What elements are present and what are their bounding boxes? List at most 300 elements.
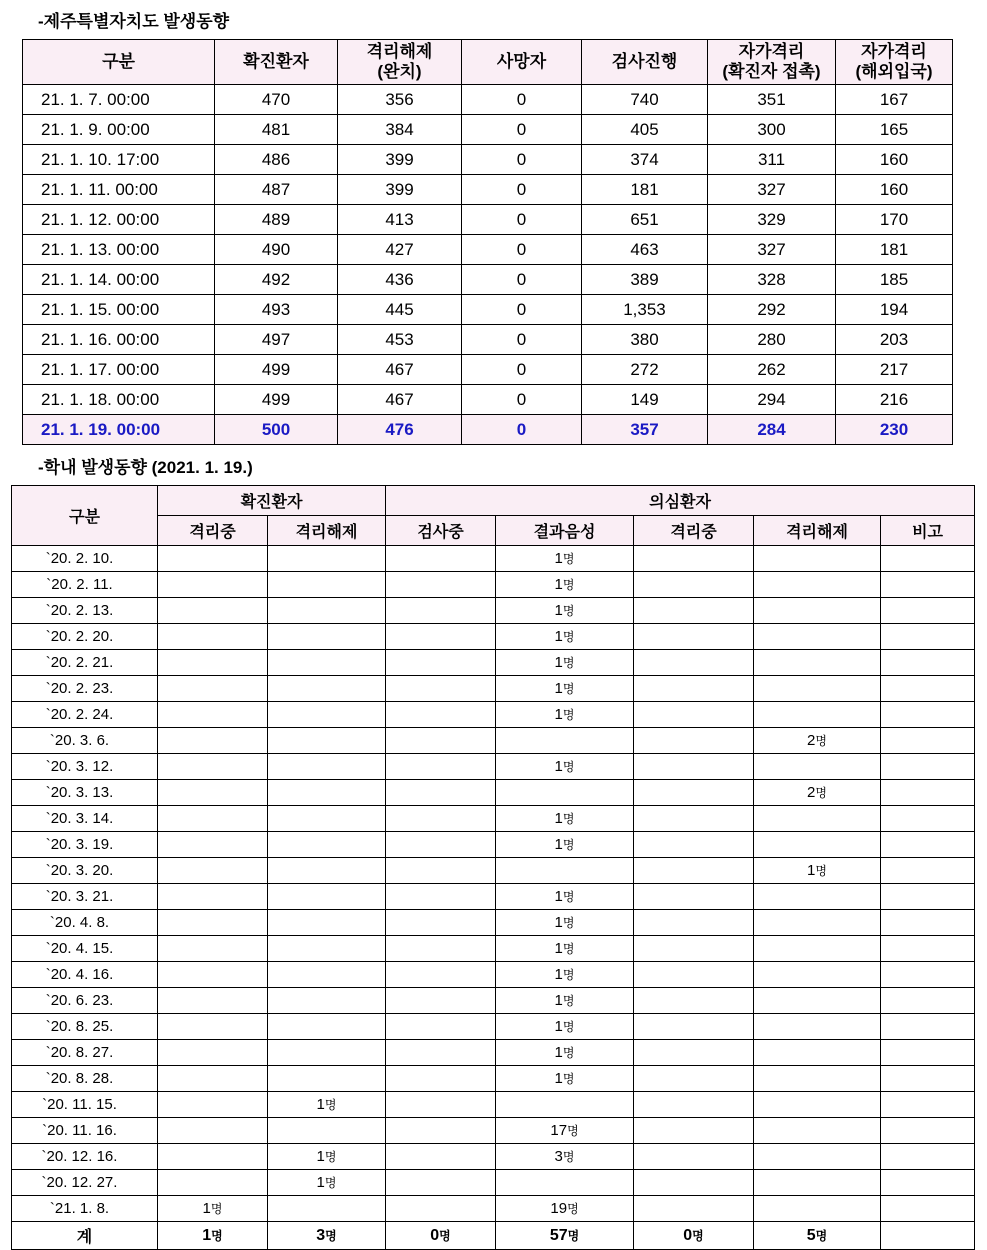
- jeju-cell-released: 399: [338, 145, 462, 175]
- school-cell-confirmed-quarantining: [158, 858, 268, 884]
- school-cell-suspect-testing: [386, 936, 496, 962]
- jeju-col-header-gubun: [23, 40, 215, 85]
- jeju-cell-released: 399: [338, 175, 462, 205]
- school-cell-suspect-released: [754, 598, 881, 624]
- school-cell-confirmed-quarantining: [158, 1144, 268, 1170]
- jeju-col-label-deaths: 사망자: [496, 52, 547, 71]
- table-row: [23, 175, 953, 205]
- school-cell-suspect-testing: [386, 1066, 496, 1092]
- school-cell-confirmed-released: [268, 1196, 386, 1222]
- school-cell-suspect-released: [754, 962, 881, 988]
- school-cell-suspect-quarantining: [634, 1196, 754, 1222]
- table-row: [12, 988, 975, 1014]
- jeju-cell-deaths: 0: [462, 325, 582, 355]
- jeju-table-body: [23, 85, 953, 445]
- school-cell-date: `20. 3. 6.: [12, 728, 158, 754]
- school-cell-date: `20. 11. 16.: [12, 1118, 158, 1144]
- school-cell-remarks: [881, 936, 975, 962]
- school-cell-suspect-testing: [386, 546, 496, 572]
- school-total-suspect-testing: 0명: [386, 1222, 496, 1250]
- table-row: [23, 295, 953, 325]
- jeju-cell-released: 427: [338, 235, 462, 265]
- school-cell-confirmed-quarantining: [158, 1092, 268, 1118]
- school-cell-suspect-released: [754, 624, 881, 650]
- school-cell-confirmed-quarantining: [158, 780, 268, 806]
- school-cell-suspect-released: [754, 1170, 881, 1196]
- table-row: [12, 806, 975, 832]
- jeju-cell-confirmed: 470: [215, 85, 338, 115]
- school-cell-suspect-testing: [386, 1014, 496, 1040]
- school-cell-date: `21. 1. 8.: [12, 1196, 158, 1222]
- jeju-cell-testing: 651: [582, 205, 708, 235]
- school-cell-suspect-testing: [386, 962, 496, 988]
- school-cell-confirmed-released: 1명: [268, 1144, 386, 1170]
- school-cell-confirmed-quarantining: [158, 1170, 268, 1196]
- jeju-cell-deaths: 0: [462, 205, 582, 235]
- jeju-cell-date: 21. 1. 18. 00:00: [23, 385, 215, 415]
- jeju-col-header-quarantine-contact: [708, 40, 836, 85]
- school-cell-suspect-released: [754, 910, 881, 936]
- school-cell-confirmed-quarantining: [158, 624, 268, 650]
- school-cell-suspect-testing: [386, 1040, 496, 1066]
- school-cell-suspect-released: [754, 806, 881, 832]
- school-cell-remarks: [881, 572, 975, 598]
- school-cell-suspect-testing: [386, 910, 496, 936]
- jeju-section-caption: [0, 0, 987, 39]
- jeju-cell-date: 21. 1. 7. 00:00: [23, 85, 215, 115]
- table-row: [23, 415, 953, 445]
- school-cell-confirmed-quarantining: [158, 572, 268, 598]
- jeju-cell-confirmed: 487: [215, 175, 338, 205]
- jeju-cell-testing: 1,353: [582, 295, 708, 325]
- table-row: [12, 546, 975, 572]
- jeju-cell-quarantine-contact: 294: [708, 385, 836, 415]
- school-cell-suspect-released: [754, 936, 881, 962]
- school-cell-suspect-quarantining: [634, 1170, 754, 1196]
- school-col-header-suspect-testing: [386, 516, 496, 546]
- table-row: [12, 1144, 975, 1170]
- jeju-cell-quarantine-overseas: 216: [836, 385, 953, 415]
- jeju-cell-quarantine-overseas: 185: [836, 265, 953, 295]
- school-cell-suspect-testing: [386, 754, 496, 780]
- school-cell-date: `20. 2. 23.: [12, 676, 158, 702]
- jeju-cell-confirmed: 481: [215, 115, 338, 145]
- jeju-cell-confirmed: 492: [215, 265, 338, 295]
- jeju-cell-deaths: 0: [462, 265, 582, 295]
- school-cell-suspect-negative: [496, 780, 634, 806]
- school-cell-confirmed-released: [268, 806, 386, 832]
- jeju-cell-quarantine-overseas: 194: [836, 295, 953, 325]
- school-total-label: 계: [12, 1222, 158, 1250]
- school-cell-remarks: [881, 598, 975, 624]
- school-col-label-remarks: 비고: [912, 524, 943, 541]
- school-table-body: [12, 546, 975, 1250]
- jeju-cell-quarantine-contact: 327: [708, 175, 836, 205]
- jeju-cell-quarantine-contact: 351: [708, 85, 836, 115]
- jeju-cell-quarantine-contact: 311: [708, 145, 836, 175]
- school-cell-confirmed-released: 1명: [268, 1092, 386, 1118]
- school-cell-date: `20. 2. 21.: [12, 650, 158, 676]
- school-cell-suspect-quarantining: [634, 910, 754, 936]
- school-col-label-confirmed-released: 격리해제: [295, 524, 358, 541]
- jeju-caption-text: 제주특별자치도 발생동향: [43, 12, 230, 31]
- jeju-cell-testing: 374: [582, 145, 708, 175]
- table-row: [23, 355, 953, 385]
- school-cell-remarks: [881, 1040, 975, 1066]
- jeju-cell-deaths: 0: [462, 415, 582, 445]
- school-cell-suspect-negative: 1명: [496, 572, 634, 598]
- school-cell-date: `20. 8. 27.: [12, 1040, 158, 1066]
- table-row: [23, 115, 953, 145]
- school-cell-suspect-negative: 1명: [496, 936, 634, 962]
- table-row: [12, 1118, 975, 1144]
- jeju-cell-quarantine-contact: 280: [708, 325, 836, 355]
- jeju-cell-date: 21. 1. 17. 00:00: [23, 355, 215, 385]
- school-cell-confirmed-quarantining: [158, 754, 268, 780]
- jeju-cell-confirmed: 489: [215, 205, 338, 235]
- school-cell-suspect-testing: [386, 832, 496, 858]
- school-cell-suspect-released: [754, 650, 881, 676]
- school-cell-remarks: [881, 1066, 975, 1092]
- jeju-cell-deaths: 0: [462, 295, 582, 325]
- school-cell-remarks: [881, 884, 975, 910]
- school-cell-suspect-testing: [386, 1170, 496, 1196]
- school-cell-suspect-released: [754, 702, 881, 728]
- school-cell-suspect-quarantining: [634, 728, 754, 754]
- caption-dash: -: [38, 12, 44, 31]
- school-cell-suspect-negative: 1명: [496, 702, 634, 728]
- jeju-cell-date: 21. 1. 12. 00:00: [23, 205, 215, 235]
- school-col-label-suspect-negative: 결과음성: [533, 524, 596, 541]
- school-cell-suspect-testing: [386, 806, 496, 832]
- jeju-cell-date: 21. 1. 9. 00:00: [23, 115, 215, 145]
- jeju-cell-date: 21. 1. 14. 00:00: [23, 265, 215, 295]
- school-cell-date: `20. 3. 19.: [12, 832, 158, 858]
- school-total-suspect-quarantining: 0명: [634, 1222, 754, 1250]
- jeju-col-label-released-l1: 격리해제: [366, 42, 433, 61]
- school-col-header-suspect-quarantining: [634, 516, 754, 546]
- jeju-cell-deaths: 0: [462, 115, 582, 145]
- jeju-cell-quarantine-overseas: 160: [836, 145, 953, 175]
- school-cell-suspect-testing: [386, 1092, 496, 1118]
- school-cell-suspect-negative: 1명: [496, 546, 634, 572]
- school-cell-suspect-testing: [386, 728, 496, 754]
- school-cell-remarks: [881, 1014, 975, 1040]
- school-cell-suspect-quarantining: [634, 962, 754, 988]
- jeju-cell-released: 476: [338, 415, 462, 445]
- school-cell-confirmed-released: [268, 598, 386, 624]
- jeju-col-label-quar-overseas-l2: (해외입국): [855, 62, 933, 81]
- school-cell-suspect-released: [754, 1196, 881, 1222]
- school-cell-confirmed-released: [268, 780, 386, 806]
- school-cell-suspect-negative: 1명: [496, 962, 634, 988]
- school-cell-suspect-released: [754, 1066, 881, 1092]
- school-cell-suspect-quarantining: [634, 1040, 754, 1066]
- jeju-cell-confirmed: 499: [215, 385, 338, 415]
- school-group-label-confirmed: 확진환자: [240, 494, 303, 511]
- school-cell-suspect-released: [754, 884, 881, 910]
- school-cell-suspect-testing: [386, 988, 496, 1014]
- school-cell-suspect-negative: 1명: [496, 884, 634, 910]
- jeju-cell-quarantine-contact: 300: [708, 115, 836, 145]
- school-cell-remarks: [881, 1118, 975, 1144]
- table-row: [12, 832, 975, 858]
- school-cell-suspect-released: [754, 572, 881, 598]
- school-cell-date: `20. 2. 11.: [12, 572, 158, 598]
- school-cell-confirmed-quarantining: [158, 598, 268, 624]
- table-row: [23, 265, 953, 295]
- school-section-caption: [0, 445, 987, 485]
- table-row: [23, 205, 953, 235]
- school-cell-suspect-testing: [386, 780, 496, 806]
- jeju-cell-quarantine-overseas: 170: [836, 205, 953, 235]
- school-cell-suspect-quarantining: [634, 1066, 754, 1092]
- school-cell-suspect-quarantining: [634, 1118, 754, 1144]
- school-cell-confirmed-quarantining: [158, 884, 268, 910]
- school-cell-suspect-testing: [386, 572, 496, 598]
- jeju-col-label-released-l2: (완치): [377, 62, 422, 81]
- school-total-remarks: [881, 1222, 975, 1250]
- jeju-cell-quarantine-overseas: 181: [836, 235, 953, 265]
- jeju-cell-testing: 389: [582, 265, 708, 295]
- jeju-col-label-confirmed: 확진환자: [243, 52, 309, 71]
- jeju-cell-released: 453: [338, 325, 462, 355]
- table-row: [12, 728, 975, 754]
- school-cell-suspect-quarantining: [634, 988, 754, 1014]
- school-cell-suspect-quarantining: [634, 858, 754, 884]
- school-cell-date: `20. 8. 28.: [12, 1066, 158, 1092]
- jeju-cell-confirmed: 499: [215, 355, 338, 385]
- jeju-col-header-testing: [582, 40, 708, 85]
- school-cell-remarks: [881, 676, 975, 702]
- jeju-col-header-deaths: [462, 40, 582, 85]
- school-cell-suspect-testing: [386, 858, 496, 884]
- school-cell-confirmed-released: 1명: [268, 1170, 386, 1196]
- jeju-cell-quarantine-contact: 292: [708, 295, 836, 325]
- school-cell-remarks: [881, 910, 975, 936]
- jeju-col-label-gubun: 구분: [102, 52, 135, 71]
- school-cell-remarks: [881, 858, 975, 884]
- school-cell-date: `20. 2. 20.: [12, 624, 158, 650]
- school-cell-confirmed-released: [268, 962, 386, 988]
- school-cell-confirmed-released: [268, 1118, 386, 1144]
- school-cell-suspect-released: [754, 546, 881, 572]
- school-cell-suspect-quarantining: [634, 598, 754, 624]
- jeju-cell-testing: 272: [582, 355, 708, 385]
- school-header-row-top: [12, 486, 975, 516]
- school-col-header-remarks: [881, 516, 975, 546]
- jeju-col-label-quar-overseas-l1: 자가격리: [861, 42, 927, 61]
- school-cell-suspect-testing: [386, 598, 496, 624]
- school-total-suspect-released: 5명: [754, 1222, 881, 1250]
- jeju-col-header-confirmed: [215, 40, 338, 85]
- school-cell-confirmed-quarantining: [158, 728, 268, 754]
- school-cell-suspect-negative: 1명: [496, 1014, 634, 1040]
- school-col-label-suspect-quarantining: 격리중: [670, 524, 717, 541]
- school-cell-confirmed-released: [268, 884, 386, 910]
- school-cell-confirmed-released: [268, 624, 386, 650]
- school-cell-date: `20. 3. 21.: [12, 884, 158, 910]
- school-cell-confirmed-quarantining: [158, 962, 268, 988]
- school-cell-suspect-quarantining: [634, 572, 754, 598]
- school-cell-suspect-released: 2명: [754, 728, 881, 754]
- school-cell-date: `20. 2. 10.: [12, 546, 158, 572]
- table-row: [12, 1196, 975, 1222]
- school-cell-suspect-released: [754, 832, 881, 858]
- jeju-cell-released: 436: [338, 265, 462, 295]
- school-cell-suspect-quarantining: [634, 1092, 754, 1118]
- jeju-col-header-quarantine-overseas: [836, 40, 953, 85]
- school-cell-suspect-testing: [386, 884, 496, 910]
- table-row: [12, 650, 975, 676]
- school-cell-suspect-testing: [386, 624, 496, 650]
- school-cell-suspect-negative: 1명: [496, 676, 634, 702]
- school-cell-suspect-quarantining: [634, 754, 754, 780]
- table-row: [12, 1066, 975, 1092]
- school-cell-suspect-released: [754, 1118, 881, 1144]
- school-cell-suspect-quarantining: [634, 832, 754, 858]
- jeju-cell-released: 467: [338, 355, 462, 385]
- jeju-cell-testing: 740: [582, 85, 708, 115]
- school-cell-confirmed-released: [268, 650, 386, 676]
- school-cell-suspect-negative: 3명: [496, 1144, 634, 1170]
- jeju-cell-testing: 149: [582, 385, 708, 415]
- jeju-cell-testing: 380: [582, 325, 708, 355]
- jeju-cell-quarantine-overseas: 217: [836, 355, 953, 385]
- table-row: [12, 1092, 975, 1118]
- table-row: [23, 85, 953, 115]
- school-cell-remarks: [881, 988, 975, 1014]
- school-col-header-gubun: [12, 486, 158, 546]
- jeju-cell-date: 21. 1. 10. 17:00: [23, 145, 215, 175]
- school-cell-remarks: [881, 1196, 975, 1222]
- school-cell-confirmed-released: [268, 910, 386, 936]
- table-row: [12, 1170, 975, 1196]
- jeju-cell-quarantine-contact: 329: [708, 205, 836, 235]
- school-cell-date: `20. 4. 8.: [12, 910, 158, 936]
- jeju-cell-testing: 181: [582, 175, 708, 205]
- table-row: [12, 910, 975, 936]
- school-cell-suspect-negative: 1명: [496, 988, 634, 1014]
- school-cell-suspect-released: [754, 1092, 881, 1118]
- table-row: [12, 936, 975, 962]
- school-cell-confirmed-released: [268, 1014, 386, 1040]
- table-row: [23, 145, 953, 175]
- school-cell-date: `20. 6. 23.: [12, 988, 158, 1014]
- school-cell-suspect-released: 2명: [754, 780, 881, 806]
- jeju-col-label-testing: 검사진행: [611, 52, 678, 71]
- school-cell-confirmed-released: [268, 832, 386, 858]
- jeju-cell-deaths: 0: [462, 385, 582, 415]
- school-cell-remarks: [881, 962, 975, 988]
- school-cell-date: `20. 3. 20.: [12, 858, 158, 884]
- school-cell-suspect-testing: [386, 1118, 496, 1144]
- school-col-header-suspect-negative: [496, 516, 634, 546]
- jeju-cell-date: 21. 1. 19. 00:00: [23, 415, 215, 445]
- school-cell-suspect-testing: [386, 1196, 496, 1222]
- table-row: [12, 572, 975, 598]
- jeju-col-label-quar-contact-l1: 자가격리: [738, 42, 805, 61]
- jeju-cell-confirmed: 497: [215, 325, 338, 355]
- school-cell-suspect-negative: 1명: [496, 832, 634, 858]
- school-col-label-suspect-testing: 검사중: [417, 524, 464, 541]
- school-cell-remarks: [881, 1170, 975, 1196]
- school-cell-confirmed-released: [268, 754, 386, 780]
- school-col-label-confirmed-quarantining: 격리중: [189, 524, 236, 541]
- school-group-header-suspect: [386, 486, 975, 516]
- jeju-cell-confirmed: 486: [215, 145, 338, 175]
- jeju-cell-deaths: 0: [462, 355, 582, 385]
- school-group-label-suspect: 의심환자: [649, 494, 711, 511]
- school-cell-confirmed-quarantining: [158, 1066, 268, 1092]
- school-cell-suspect-negative: [496, 1092, 634, 1118]
- table-row: [12, 1040, 975, 1066]
- school-cell-confirmed-quarantining: [158, 1040, 268, 1066]
- jeju-cell-deaths: 0: [462, 145, 582, 175]
- school-cell-suspect-testing: [386, 1144, 496, 1170]
- school-cell-suspect-testing: [386, 702, 496, 728]
- school-cell-suspect-quarantining: [634, 1144, 754, 1170]
- school-cell-suspect-released: [754, 1144, 881, 1170]
- school-cell-suspect-testing: [386, 650, 496, 676]
- school-caption-text: 학내 발생동향 (2021. 1. 19.): [43, 458, 253, 477]
- school-cell-suspect-negative: 19명: [496, 1196, 634, 1222]
- jeju-cell-confirmed: 490: [215, 235, 338, 265]
- school-cell-remarks: [881, 650, 975, 676]
- table-row: [12, 676, 975, 702]
- school-cell-confirmed-quarantining: [158, 676, 268, 702]
- jeju-cell-date: 21. 1. 16. 00:00: [23, 325, 215, 355]
- school-cell-remarks: [881, 546, 975, 572]
- school-cell-suspect-quarantining: [634, 884, 754, 910]
- school-cell-date: `20. 3. 13.: [12, 780, 158, 806]
- school-col-header-confirmed-quarantining: [158, 516, 268, 546]
- school-cell-remarks: [881, 728, 975, 754]
- school-cell-suspect-negative: 17명: [496, 1118, 634, 1144]
- school-cell-suspect-quarantining: [634, 780, 754, 806]
- school-total-row: [12, 1222, 975, 1250]
- school-cell-suspect-negative: 1명: [496, 598, 634, 624]
- school-cell-suspect-negative: 1명: [496, 1040, 634, 1066]
- table-row: [23, 325, 953, 355]
- jeju-cell-released: 356: [338, 85, 462, 115]
- school-cell-confirmed-quarantining: [158, 806, 268, 832]
- jeju-cell-quarantine-contact: 262: [708, 355, 836, 385]
- school-col-header-confirmed-released: [268, 516, 386, 546]
- table-row: [23, 385, 953, 415]
- school-cell-remarks: [881, 780, 975, 806]
- school-cell-date: `20. 4. 16.: [12, 962, 158, 988]
- school-cell-suspect-negative: 1명: [496, 650, 634, 676]
- school-cell-confirmed-released: [268, 1040, 386, 1066]
- table-row: [12, 858, 975, 884]
- school-cell-suspect-negative: 1명: [496, 754, 634, 780]
- school-cell-confirmed-quarantining: [158, 1118, 268, 1144]
- school-cell-remarks: [881, 832, 975, 858]
- school-cell-date: `20. 11. 15.: [12, 1092, 158, 1118]
- school-cell-confirmed-released: [268, 936, 386, 962]
- school-cell-date: `20. 2. 24.: [12, 702, 158, 728]
- jeju-cell-deaths: 0: [462, 235, 582, 265]
- school-cell-confirmed-released: [268, 546, 386, 572]
- table-row: [12, 702, 975, 728]
- jeju-cell-released: 413: [338, 205, 462, 235]
- jeju-cell-quarantine-overseas: 203: [836, 325, 953, 355]
- table-row: [12, 624, 975, 650]
- table-row: [23, 235, 953, 265]
- jeju-cell-confirmed: 500: [215, 415, 338, 445]
- school-cell-remarks: [881, 624, 975, 650]
